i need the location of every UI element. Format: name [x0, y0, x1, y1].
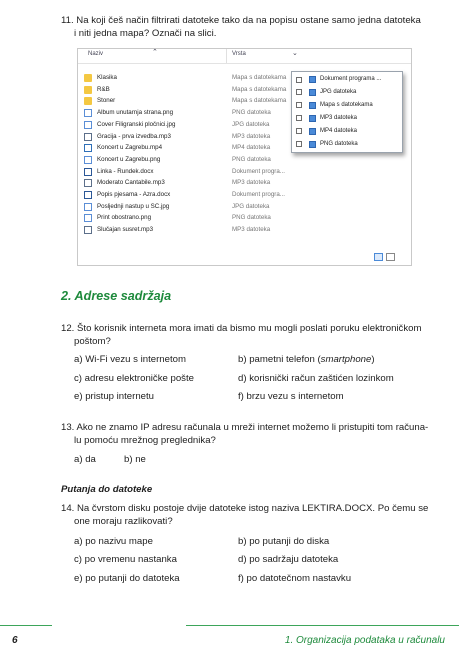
file-row[interactable] — [78, 177, 368, 189]
q11-line1: 11. Na koji češ način filtrirati datoteke tako da na popisu ostane samo jedna datoteka — [61, 15, 421, 26]
q12-option-e[interactable]: e) pristup internetu — [74, 391, 154, 402]
file-row[interactable] — [78, 166, 368, 178]
image-file-icon — [84, 203, 92, 211]
file-type: JPG datoteka — [232, 202, 270, 210]
filter-option[interactable] — [292, 100, 402, 112]
subheading: Putanja do datoteke — [61, 484, 153, 495]
filter-popup — [291, 71, 403, 153]
file-name: Album unutarnja strana.png — [97, 109, 174, 117]
file-type: PNG datoteka — [232, 214, 271, 222]
filter-checkbox[interactable] — [296, 141, 302, 147]
file-type: MP3 datoteka — [232, 179, 271, 187]
q12-option-b[interactable] — [238, 353, 375, 366]
filter-dropdown-icon[interactable]: ⌄ — [292, 50, 298, 57]
file-type-icon — [309, 102, 316, 109]
q12-option-f[interactable]: f) brzu vezu s internetom — [238, 391, 344, 402]
file-type-icon — [309, 115, 316, 122]
q12-option-a[interactable]: a) Wi-Fi vezu s internetom — [74, 354, 186, 365]
audio-file-icon — [84, 226, 92, 234]
file-name: Koncert u Zagrebu.mp4 — [97, 144, 163, 152]
filter-option-label: MP4 datoteka — [320, 127, 358, 134]
file-name: Koncert u Zagrebu.png — [97, 155, 161, 163]
audio-file-icon — [84, 179, 92, 187]
image-file-icon — [84, 214, 92, 222]
filter-option[interactable] — [292, 74, 402, 86]
file-name: Klasika — [97, 74, 117, 81]
file-row[interactable] — [78, 154, 368, 166]
chapter-title: 1. Organizacija podataka u računalu — [284, 635, 445, 646]
file-type: MP4 datoteka — [232, 144, 271, 152]
file-row[interactable] — [78, 201, 368, 213]
q12-text — [61, 322, 451, 348]
filter-option[interactable] — [292, 126, 402, 138]
image-file-icon — [84, 109, 92, 117]
q13-option-b[interactable]: b) ne — [124, 454, 146, 465]
q13-line2: lu pomoću mrežnog preglednika? — [74, 435, 216, 446]
file-name: Moderato Cantabile.mp3 — [97, 179, 165, 187]
file-row[interactable] — [78, 224, 368, 236]
file-type: JPG datoteka — [232, 120, 270, 128]
filter-checkbox[interactable] — [296, 89, 302, 95]
page-number: 6 — [12, 635, 18, 646]
filter-checkbox[interactable] — [296, 128, 302, 134]
file-type-icon — [309, 141, 316, 148]
filter-checkbox[interactable] — [296, 102, 302, 108]
q14-line1: 14. Na čvrstom disku postoje dvije datoteke istog naziva LEKTIRA.DOCX. Po čemu se — [61, 503, 429, 514]
explorer-column-header — [78, 49, 411, 64]
file-type: PNG datoteka — [232, 109, 271, 117]
q13-option-a[interactable]: a) da — [74, 454, 96, 465]
image-file-icon — [84, 156, 92, 164]
q14-option-d[interactable]: d) po sadržaju datoteka — [238, 554, 339, 565]
folder-icon — [84, 86, 92, 94]
filter-option[interactable] — [292, 87, 402, 99]
details-view-icon[interactable] — [374, 253, 383, 261]
column-separator — [226, 49, 227, 63]
file-type: Dokument progra... — [232, 191, 285, 198]
q14-line2: one moraju razlikovati? — [74, 516, 173, 527]
folder-icon — [84, 74, 92, 82]
filter-option-label: PNG datoteka — [320, 140, 358, 147]
q12-option-b-italic: smartphone — [320, 354, 372, 365]
file-type: PNG datoteka — [232, 155, 271, 163]
filter-option-label: Dokument programa ... — [320, 76, 382, 82]
q11-text — [61, 14, 451, 40]
q11-line2: i niti jedna mapa? Označi na slici. — [74, 28, 217, 39]
file-type-icon — [309, 76, 316, 83]
word-file-icon — [84, 191, 92, 199]
file-type: Dokument progra... — [232, 167, 285, 175]
column-type-header[interactable]: Vrsta — [232, 51, 246, 57]
file-name: Cover Filigranski pločnici.jpg — [97, 120, 176, 128]
file-name: Posljednji nastup u SC.jpg — [97, 202, 170, 210]
file-row[interactable] — [78, 212, 368, 224]
file-type: Mapa s datotekama — [232, 85, 287, 93]
file-name: Popis pjesama - Azra.docx — [97, 191, 171, 198]
file-type: MP3 datoteka — [232, 226, 271, 234]
word-file-icon — [84, 168, 92, 176]
q14-option-b[interactable]: b) po putanji do diska — [238, 536, 330, 547]
file-name: Stoner — [97, 97, 116, 105]
q14-option-e[interactable]: e) po putanji do datoteka — [74, 573, 180, 584]
q12-option-b-post: ) — [371, 354, 375, 365]
file-row[interactable] — [78, 189, 368, 201]
q14-option-a[interactable]: a) po nazivu mape — [74, 536, 153, 547]
filter-option[interactable] — [292, 113, 402, 125]
large-icons-view-icon[interactable] — [386, 253, 395, 261]
footer-line-right — [186, 625, 459, 626]
file-type: MP3 datoteka — [232, 132, 271, 140]
folder-icon — [84, 97, 92, 105]
filter-checkbox[interactable] — [296, 115, 302, 121]
q12-line2: poštom? — [74, 336, 111, 347]
file-name: Gracija - prva izvedba.mp3 — [97, 132, 171, 140]
q12-option-b-pre: b) pametni telefon ( — [238, 354, 321, 365]
audio-file-icon — [84, 133, 92, 141]
file-name: Print obostrano.png — [97, 214, 152, 222]
q13-text — [61, 421, 451, 447]
filter-option[interactable] — [292, 139, 402, 151]
q14-option-c[interactable]: c) po vremenu nastanka — [74, 554, 177, 565]
column-name-header[interactable]: Naziv — [88, 51, 104, 57]
q12-line1: 12. Što korisnik interneta mora imati da bismo mu mogli poslati poruku elektroničkom — [61, 323, 422, 334]
filter-option-label: MP3 datoteka — [320, 114, 358, 121]
file-type-icon — [309, 128, 316, 135]
footer-line-left — [0, 625, 52, 626]
sort-arrow-icon: ⌃ — [152, 49, 158, 56]
q14-option-f[interactable]: f) po datotečnom nastavku — [238, 573, 352, 584]
q14-text — [61, 502, 451, 528]
file-name: Linka - Rundek.docx — [97, 167, 154, 175]
file-name: Slučajan susret.mp3 — [97, 226, 154, 234]
file-type-icon — [309, 89, 316, 96]
file-type: Mapa s datotekama — [232, 74, 287, 81]
filter-option-label: Mapa s datotekama — [320, 101, 373, 108]
filter-option-label: JPG datoteka — [320, 88, 357, 95]
image-file-icon — [84, 121, 92, 129]
file-type: Mapa s datotekama — [232, 97, 287, 105]
q12-option-c[interactable]: c) adresu elektroničke pošte — [74, 373, 194, 384]
filter-checkbox[interactable] — [296, 77, 302, 83]
section-title: 2. Adrese sadržaja — [61, 289, 172, 303]
video-file-icon — [84, 144, 92, 152]
q12-option-d[interactable]: d) korisnički račun zaštićen lozinkom — [238, 373, 394, 384]
q13-line1: 13. Ako ne znamo IP adresu računala u mreži internet možemo li pristupiti tom računa- — [61, 422, 429, 433]
file-name: R&B — [97, 85, 110, 93]
